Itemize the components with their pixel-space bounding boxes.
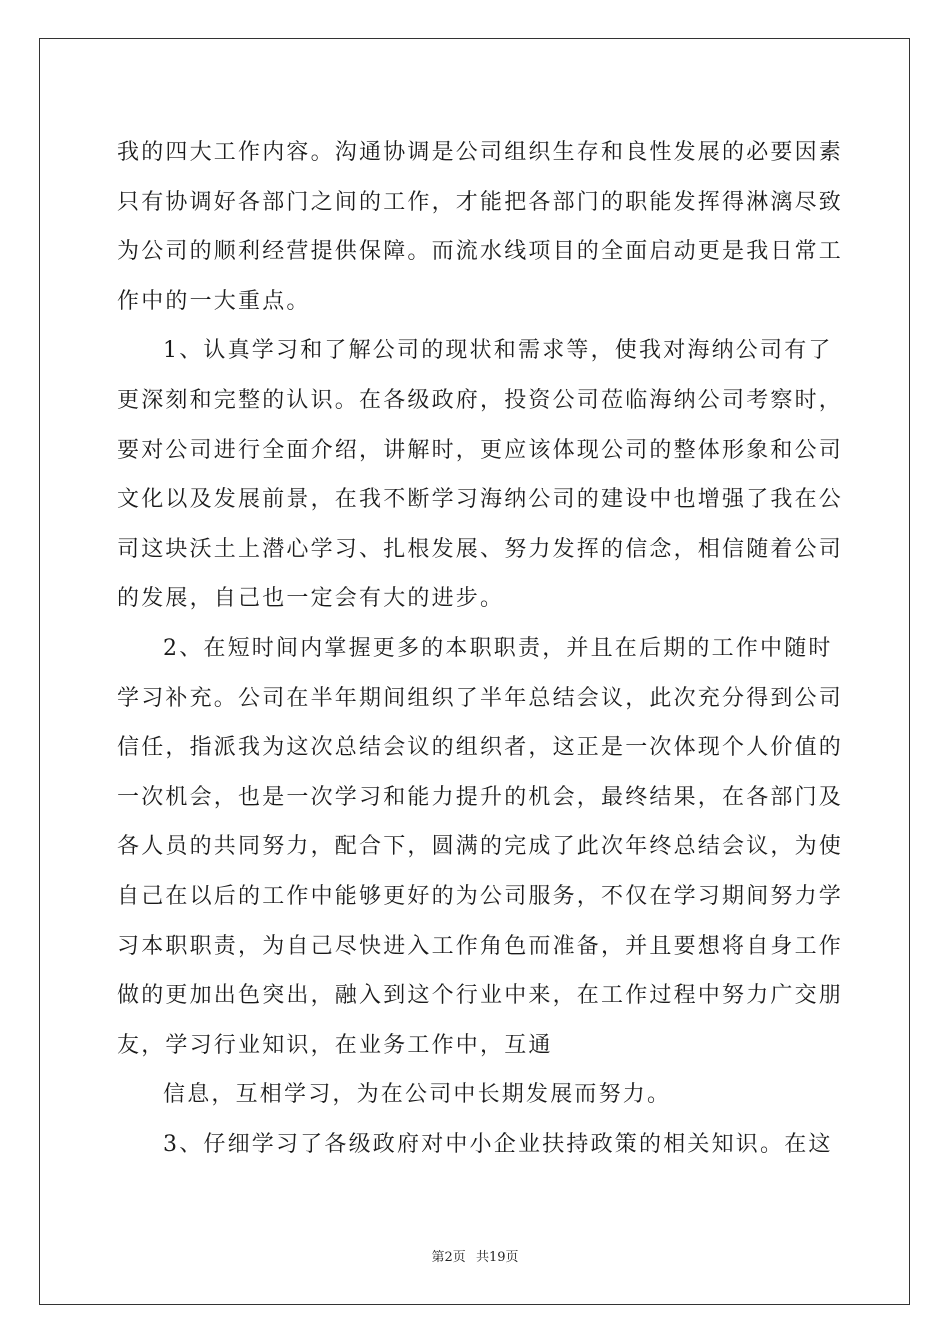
text-line: 一次机会，也是一次学习和能力提升的机会，最终结果，在各部门及 (117, 784, 844, 810)
text-line: 司这块沃土上潜心学习、扎根发展、努力发挥的信念，相信随着公司 (117, 536, 844, 562)
text-line: 的发展，自己也一定会有大的进步。 (117, 586, 505, 612)
text-line: 要对公司进行全面介绍，讲解时，更应该体现公司的整体形象和公司 (117, 437, 844, 463)
text-line: 1、认真学习和了解公司的现状和需求等，使我对海纳公司有了 (163, 338, 833, 364)
page-total: 共19页 (475, 1250, 519, 1265)
text-line: 3、仔细学习了各级政府对中小企业扶持政策的相关知识。在这 (163, 1131, 833, 1157)
page-footer (0, 1246, 950, 1265)
text-line: 信息，互相学习，为在公司中长期发展而努力。 (163, 1082, 672, 1108)
text-line: 做的更加出色突出，融入到这个行业中来，在工作过程中努力广交朋 (117, 983, 844, 1009)
document-body (117, 128, 844, 1169)
text-line: 友，学习行业知识，在业务工作中，互通 (117, 1032, 553, 1058)
page-number: 第2页 (431, 1250, 466, 1265)
text-line: 为公司的顺利经营提供保障。而流水线项目的全面启动更是我日常工 (117, 239, 844, 265)
text-line: 学习补充。公司在半年期间组织了半年总结会议，此次充分得到公司 (117, 685, 844, 711)
text-line: 更深刻和完整的认识。在各级政府，投资公司莅临海纳公司考察时， (117, 387, 844, 413)
text-line: 我的四大工作内容。沟通协调是公司组织生存和良性发展的必要因素 (117, 140, 844, 165)
text-line: 只有协调好各部门之间的工作，才能把各部门的职能发挥得淋漓尽致 (117, 189, 844, 215)
text-line: 各人员的共同努力，配合下，圆满的完成了此次年终总结会议，为使 (117, 834, 844, 860)
text-line: 作中的一大重点。 (117, 288, 311, 314)
text-line: 习本职职责，为自己尽快进入工作角色而准备，并且要想将自身工作 (117, 933, 844, 959)
text-line: 2、在短时间内掌握更多的本职职责，并且在后期的工作中随时 (163, 635, 833, 661)
text-line: 自己在以后的工作中能够更好的为公司服务，不仅在学习期间努力学 (117, 883, 844, 909)
text-line: 文化以及发展前景，在我不断学习海纳公司的建设中也增强了我在公 (117, 487, 844, 513)
text-line: 信任，指派我为这次总结会议的组织者，这正是一次体现个人价值的 (117, 735, 844, 761)
